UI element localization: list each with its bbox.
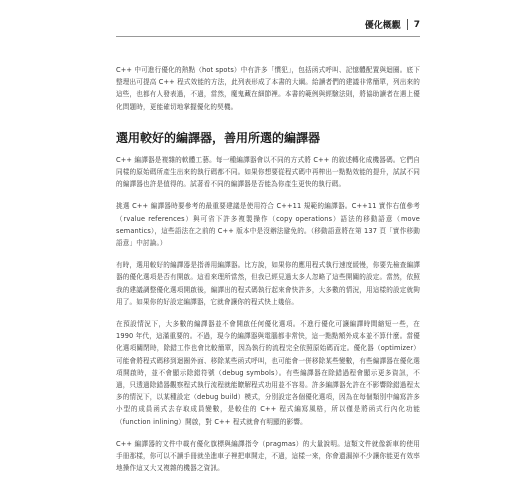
page-number: 7 xyxy=(413,19,420,30)
paragraph: C++ 編譯器的文件中載有優化旗標與編譯指令（pragmas）的大量說明。這類文件就像新車的使用手冊那樣，你可以不讀手冊就坐進車子裡把車開走，不過，這樣一來，你會遺漏掉不少讓你能更有效率地操作這又大又複雜的機器之資訊。 xyxy=(116,439,420,473)
running-header xyxy=(365,18,420,31)
section-title: 優化概觀 xyxy=(364,21,401,31)
paragraph: C++ 編譯器是複雜的軟體工藝。每一種編譯器會以不同的方式將 C++ 的敘述轉化成機器碼。它們自同樣的原始碼所產生出來的執行碼都不同。如果你想要從程式碼中再榨出一點點效能的提升，試試不同的編譯器也許是值得的。試著看不同的編譯器是否能為你產生更快的執行碼。 xyxy=(116,155,420,189)
paragraph: 挑選 C++ 編譯器時要參考的最重要建議是使用符合 C++11 規範的編譯器。C++11 實作右值參考（rvalue references）與可省下許多複製操作（copy operations）語法的移動語意（move semantics），這些語法在之前的 C++ 版本中是沒辦法避免的。（移動語意將在第 137 頁「實作移動語意」中討論。） xyxy=(116,202,420,248)
body-text xyxy=(116,64,420,484)
intro-paragraph: C++ 中可進行優化的熱點（hot spots）中有許多「慣犯」，包括函式呼叫、記憶體配置與迴圈。底下整理出可提高 C++ 程式效能的方法，此列表形成了本書的大綱。給讀者們的建議非常簡單，列出來的這些，也都有人發表過，不過，當然，魔鬼藏在細節裡。本書的範例與經驗法則，將協助讀者在遇上優化問題時，更能確切地掌握優化的契機。 xyxy=(116,66,420,111)
section-heading: 選用較好的編譯器，善用所選的編譯器 xyxy=(116,130,321,145)
header-separator xyxy=(407,19,408,30)
paragraph: 在預設情況下，大多數的編譯器並不會開啟任何優化選項。不進行優化可讓編譯時間縮短一些，在 1990 年代，這滿重要的。不過，現今的編譯器與電腦都非常快，這一點點額外成本並不算什麼。當優化選項關閉時，除錯工作也會比較簡單，因為執行的流程完全依照原始碼而定。優化器（optimizer）可能會將程式碼移到迴圈外面、移除某些函式呼叫，也可能會一併移除某些變數，有些編譯器在優化選項開啟時，並不會顯示除錯符號（debug symbols）。有些編譯器在除錯過程會顯示更多資訊，不過，只透過除錯器觀察程式執行流程就能瞭解程式功用並不容易。許多編譯器允許在不影響除錯過程太多的情況下，以某種設定（debug build）模式，分別設定各個優化選項，因為在每個類別中編寫許多小型的成員函式去存取成員變數，是較佳的 C++ 程式編寫風格，所以僅是將函式行內化功能（function inlining）開啟，對 C++ 程式就會有明顯的影響。 xyxy=(116,320,420,426)
header-rule xyxy=(116,36,420,37)
paragraph: 有時，選用較好的編譯器是指善用編譯器。比方說，如果你的應用程式執行速度緩慢，你要先檢查編譯器的優化選項是否有開啟。這看來理所當然，但我已經見過太多人忽略了這些開關的設定。當然，依照我的建議調整優化選項開啟後，編譯出的程式碼執行起來會快許多，大多數的情況，用這樣的設定就夠用了。如果你的好設定編譯器，它就會讓你的程式快上幾倍。 xyxy=(116,261,420,306)
